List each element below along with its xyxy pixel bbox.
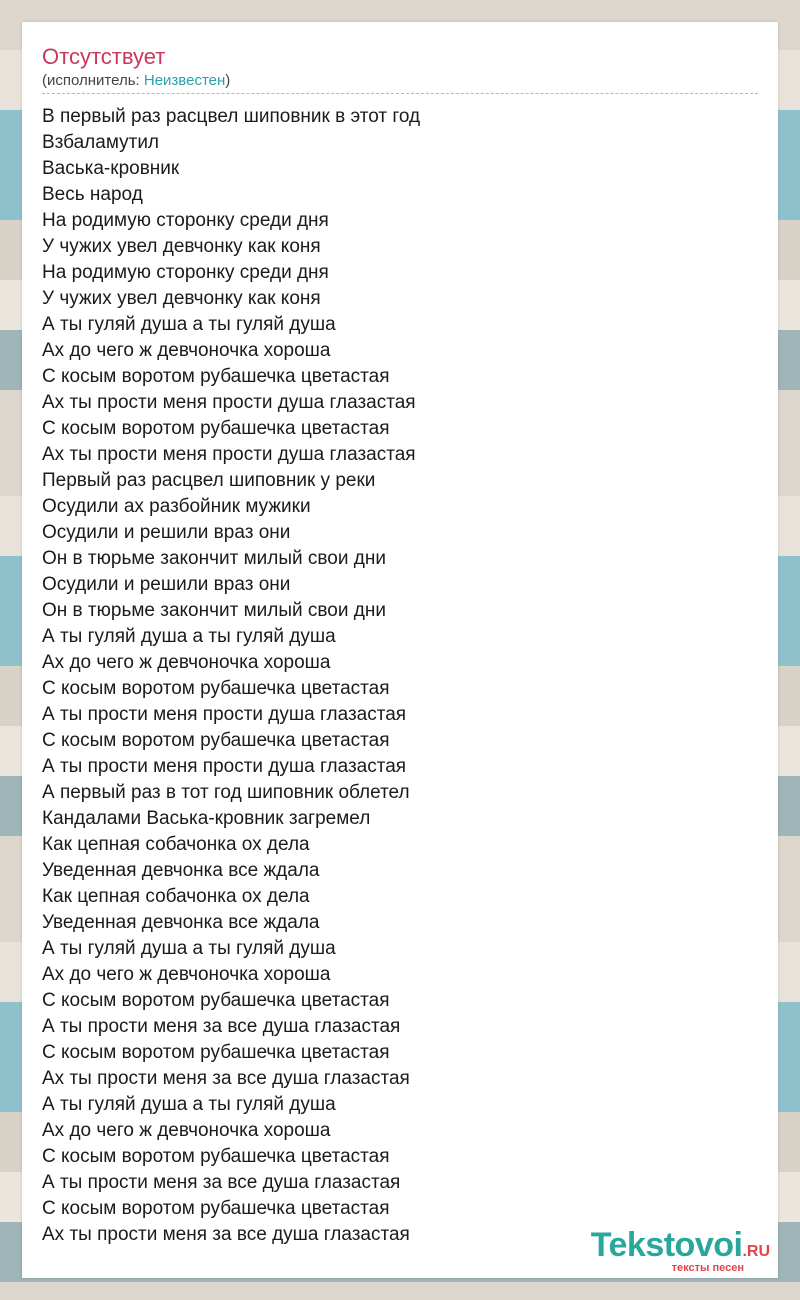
- lyric-line: Ах ты прости меня за все душа глазастая: [42, 1068, 410, 1089]
- dashed-divider: [42, 93, 758, 94]
- lyric-line: Осудили ах разбойник мужики: [42, 496, 311, 517]
- lyric-line: В первый раз расцвел шиповник в этот год: [42, 106, 421, 127]
- artist-suffix: ): [225, 72, 231, 89]
- lyric-line: С косым воротом рубашечка цветастая: [42, 366, 390, 387]
- lyric-line: Он в тюрьме закончит милый свои дни: [42, 600, 386, 621]
- lyric-line: У чужих увел девчонку как коня: [42, 236, 321, 257]
- lyric-line: Как цепная собачонка ох дела: [42, 834, 310, 855]
- lyric-line: С косым воротом рубашечка цветастая: [42, 678, 390, 699]
- site-logo[interactable]: [591, 1228, 770, 1274]
- lyric-line: С косым воротом рубашечка цветастая: [42, 1042, 390, 1063]
- lyric-line: Ах ты прости меня за все душа глазастая: [42, 1224, 410, 1245]
- lyric-line: А ты прости меня прости душа глазастая: [42, 704, 407, 725]
- lyric-line: Он в тюрьме закончит милый свои дни: [42, 548, 386, 569]
- lyric-line: А ты прости меня за все душа глазастая: [42, 1016, 401, 1037]
- lyric-line: Ах ты прости меня прости душа глазастая: [42, 444, 416, 465]
- artist-prefix: (исполнитель:: [42, 72, 144, 89]
- lyric-line: С косым воротом рубашечка цветастая: [42, 418, 390, 439]
- lyric-line: С косым воротом рубашечка цветастая: [42, 730, 390, 751]
- lyric-line: А ты гуляй душа а ты гуляй душа: [42, 314, 336, 335]
- lyric-line: Осудили и решили враз они: [42, 574, 291, 595]
- artist-line: [42, 72, 230, 90]
- artist-link[interactable]: Неизвестен: [143, 72, 226, 89]
- lyric-line: С косым воротом рубашечка цветастая: [42, 1198, 390, 1219]
- lyric-line: Первый раз расцвел шиповник у реки: [42, 470, 376, 491]
- lyrics-list: [42, 104, 420, 1248]
- lyric-line: Ах до чего ж девчоночка хороша: [42, 652, 331, 673]
- lyric-line: Осудили и решили враз они: [42, 522, 291, 543]
- lyric-line: Ах до чего ж девчоночка хороша: [42, 964, 331, 985]
- lyric-line: Кандалами Васька-кровник загремел: [42, 808, 371, 829]
- lyric-line: Весь народ: [42, 184, 143, 205]
- logo-tagline: тексты песен: [671, 1262, 744, 1274]
- lyric-line: Ах до чего ж девчоночка хороша: [42, 340, 331, 361]
- lyric-line: С косым воротом рубашечка цветастая: [42, 1146, 390, 1167]
- song-title: Отсутствует: [42, 44, 166, 69]
- lyric-line: На родимую сторонку среди дня: [42, 210, 329, 231]
- lyric-line: У чужих увел девчонку как коня: [42, 288, 321, 309]
- lyric-line: А ты гуляй душа а ты гуляй душа: [42, 1094, 336, 1115]
- lyric-line: Ах ты прости меня прости душа глазастая: [42, 392, 416, 413]
- lyrics-card: [22, 22, 778, 1278]
- lyric-line: Уведенная девчонка все ждала: [42, 860, 320, 881]
- lyric-line: А ты гуляй душа а ты гуляй душа: [42, 938, 336, 959]
- logo-main-text: Tekstovoi: [590, 1226, 743, 1264]
- lyric-line: А ты гуляй душа а ты гуляй душа: [42, 626, 336, 647]
- lyric-line: На родимую сторонку среди дня: [42, 262, 329, 283]
- lyric-line: Уведенная девчонка все ждала: [42, 912, 320, 933]
- lyric-line: С косым воротом рубашечка цветастая: [42, 990, 390, 1011]
- lyric-line: А ты прости меня за все душа глазастая: [42, 1172, 401, 1193]
- lyric-line: Васька-кровник: [42, 158, 180, 179]
- lyric-line: А ты прости меня прости душа глазастая: [42, 756, 407, 777]
- lyric-line: Как цепная собачонка ох дела: [42, 886, 310, 907]
- logo-domain: .RU: [742, 1243, 770, 1260]
- lyric-line: Ах до чего ж девчоночка хороша: [42, 1120, 331, 1141]
- lyric-line: Взбаламутил: [42, 132, 160, 153]
- lyric-line: А первый раз в тот год шиповник облетел: [42, 782, 410, 803]
